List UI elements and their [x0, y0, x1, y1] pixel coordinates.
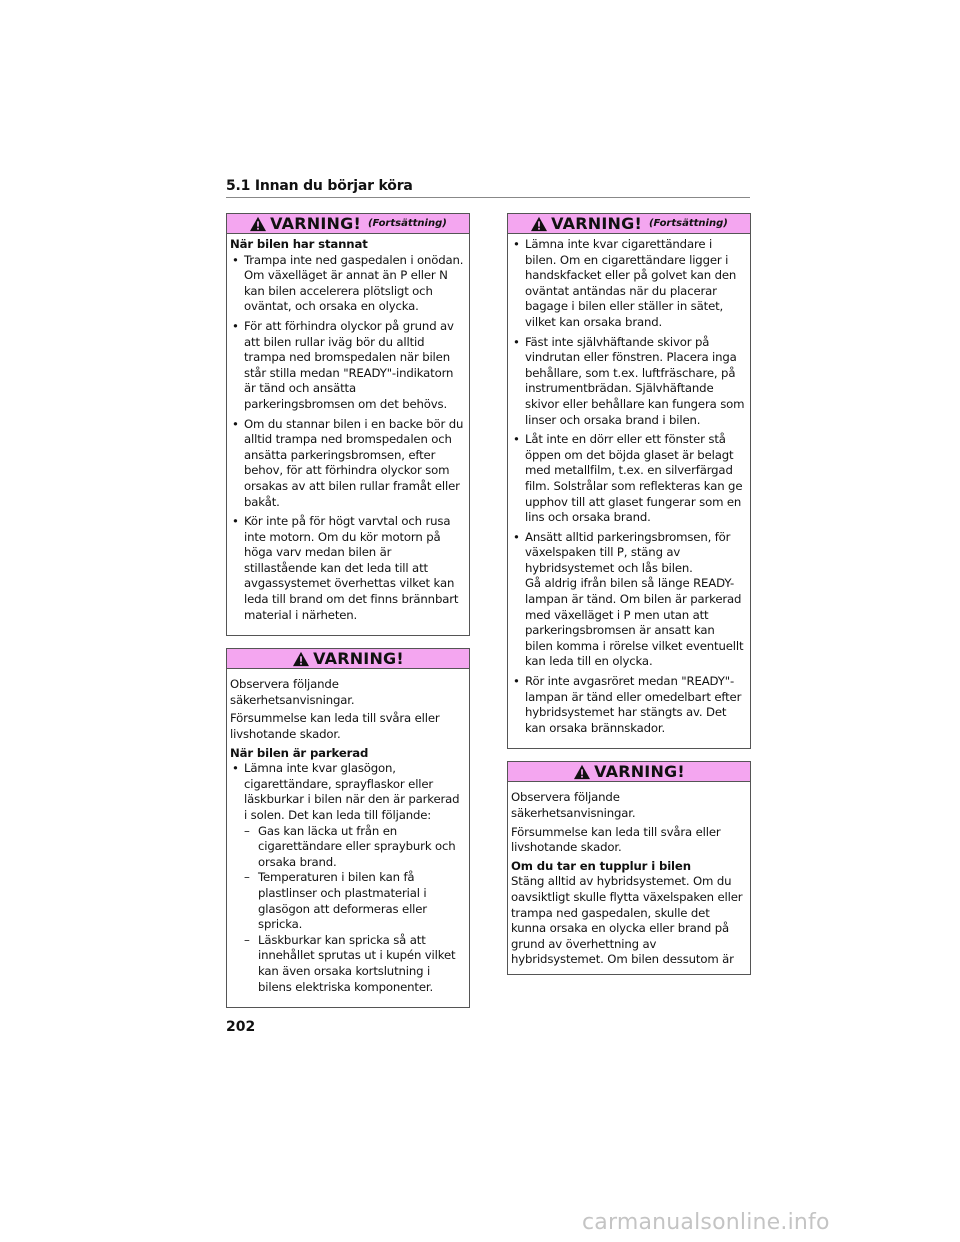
- list-item: • Om du stannar bilen i en backe bör du alltid trampa ned bromspedalen och ansätta parkeringsbromsen, efter behov, för att förhindra olyckor som orsakas av att bilen rullar framåt eller bakåt.: [230, 417, 464, 511]
- subheading: När bilen har stannat: [230, 237, 368, 251]
- bullet-list: [511, 237, 745, 736]
- warning-title: VARNING!: [551, 214, 642, 233]
- warning-box: [226, 648, 470, 1008]
- page-number: 202: [226, 1019, 256, 1035]
- list-item: [230, 761, 464, 995]
- body-paragraph: Stäng alltid av hybridsystemet. Om du oavsiktligt skulle flytta växelspaken eller trampa ned gaspedalen, skulle det kunna orsaka en olycka eller brand på grund av överhettning av hybridsystemet. Om bilen dessutom är: [511, 874, 743, 967]
- list-item: • Fäst inte självhäftande skivor på vindrutan eller fönstren. Placera inga behållare, som t.ex. luftfräschare, på instrumentbrädan. Självhäftande skivor eller behållare kan fungera som linser och orsaka brand i bilen.: [511, 335, 745, 429]
- warning-box: [507, 213, 751, 749]
- subheading: När bilen är parkerad: [230, 745, 369, 760]
- dash-item: – Gas kan läcka ut från en cigarettändare eller sprayburk och orsaka brand.: [244, 824, 464, 871]
- list-item-text: Lämna inte kvar glasögon, cigarettändare, sprayflaskor eller läskburkar i bilen när den är parkerad i solen. Det kan leda till följande:: [244, 761, 460, 822]
- continued-label: (Fortsättning): [648, 218, 728, 229]
- continued-label: (Fortsättning): [367, 218, 447, 229]
- warning-header: [508, 214, 750, 234]
- intro-text: Observera följande säkerhetsanvisningar.: [230, 677, 355, 707]
- intro-text: Försummelse kan leda till svåra eller livshotande skador.: [230, 711, 440, 742]
- warning-header: [508, 762, 750, 782]
- subheading: Om du tar en tupplur i bilen: [511, 858, 691, 873]
- right-column: [507, 213, 751, 987]
- warning-header: [227, 649, 469, 669]
- warning-body: [508, 782, 750, 974]
- warning-triangle-icon: [292, 651, 310, 667]
- warning-box: [507, 761, 751, 975]
- list-item: • Trampa inte ned gaspedalen i onödan. Om växelläget är annat än P eller N kan bilen accelerera plötsligt och oväntat, och orsaka en olycka.: [230, 253, 464, 315]
- warning-triangle-icon: [573, 764, 591, 780]
- left-column: [226, 213, 470, 1020]
- list-item: • Ansätt alltid parkeringsbromsen, för växelspaken till P, stäng av hybridsystemet och lås bilen. Gå aldrig ifrån bilen så länge READY-lampan är tänd. Om bilen är parkerad med växelläget i P men utan att parkeringsbromsen är ansatt kan bilen komma i rörelse vilket eventuellt kan leda till en olycka.: [511, 530, 745, 670]
- section-title: 5.1 Innan du börjar köra: [226, 178, 750, 198]
- list-item: • Låt inte en dörr eller ett fönster stå öppen om det böjda glaset är belagt med metallfilm, t.ex. en silverfärgad film. Solstrålar som reflekteras kan ge upphov till att glaset fungerar som en lins och orsaka brand.: [511, 432, 745, 526]
- list-item: • Kör inte på för högt varvtal och rusa inte motorn. Om du kör motorn på höga varv medan bilen är stillastående kan det leda till att avgassystemet överhettas vilket kan leda till brand om det finns brännbart material i närheten.: [230, 514, 464, 623]
- intro-text: Försummelse kan leda till svåra eller livshotande skador.: [511, 824, 721, 855]
- warning-body: [227, 669, 469, 1007]
- warning-header: [227, 214, 469, 234]
- warning-triangle-icon: [249, 216, 267, 232]
- watermark: carmanualsonline.info: [582, 1210, 830, 1235]
- bullet-list: [230, 253, 464, 624]
- list-item: • Lämna inte kvar cigarettändare i bilen. Om en cigarettändare ligger i handskfacket eller på golvet kan den oväntat antändas när du placerar bagage i bilen eller ställer in sätet, vilket kan orsaka brand.: [511, 237, 745, 331]
- warning-title: VARNING!: [594, 762, 685, 782]
- list-item: • För att förhindra olyckor på grund av att bilen rullar iväg bör du alltid trampa ned bromspedalen när bilen står stilla medan "READY"-indikatorn är tänd och ansätta parkeringsbromsen om det behövs.: [230, 319, 464, 413]
- dash-list: [244, 824, 464, 996]
- warning-box: [226, 213, 470, 636]
- warning-title: VARNING!: [313, 649, 404, 669]
- intro-text: Observera följande säkerhetsanvisningar.: [511, 790, 636, 820]
- dash-item: – Temperaturen i bilen kan få plastlinser och plastmaterial i glasögon att deformeras eller spricka.: [244, 870, 464, 932]
- warning-body: [508, 234, 750, 748]
- list-item: • Rör inte avgasröret medan "READY"-lampan är tänd eller omedelbart efter hybridsystemet har stängts av. Det kan orsaka brännskador.: [511, 674, 745, 736]
- bullet-list: [230, 761, 464, 995]
- warning-triangle-icon: [530, 216, 548, 232]
- dash-item: – Läskburkar kan spricka så att innehållet sprutas ut i kupén vilket kan även orsaka kortslutning i bilens elektriska komponenter.: [244, 933, 464, 995]
- warning-title: VARNING!: [270, 214, 361, 233]
- warning-body: [227, 234, 469, 635]
